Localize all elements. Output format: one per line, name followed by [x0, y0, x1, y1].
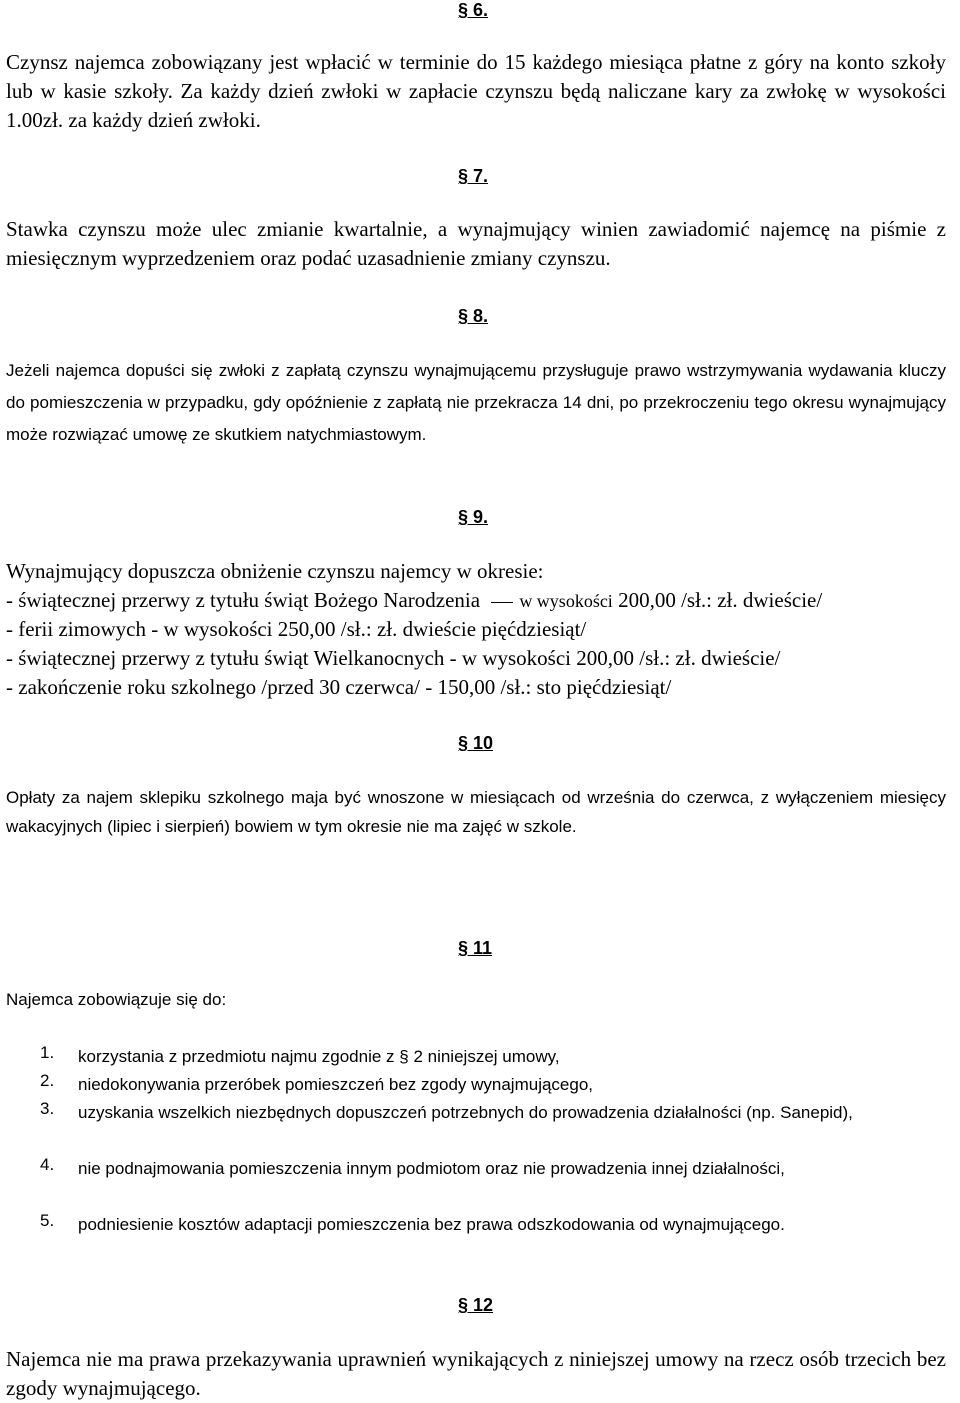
- list-item-5-text: podniesienie kosztów adaptacji pomieszczenia bez prawa odszkodowania od wynajmującego.: [78, 1215, 785, 1234]
- section-9-line-1-text: - świątecznej przerwy z tytułu świąt Bożego Narodzenia: [6, 588, 481, 612]
- section-10-text: Opłaty za najem sklepiku szkolnego maja być wnoszone w miesiącach od września do czerwca, z wyłączeniem miesięcy wakacyjnych (lipiec i sierpień) bowiem w tym okresie nie ma zajęć w szkole.: [6, 788, 946, 836]
- section-11-heading: § 11: [458, 938, 493, 958]
- list-item-2-text: niedokonywania przeróbek pomieszczeń bez zgody wynajmującego,: [78, 1075, 594, 1094]
- section-7-heading: § 7.: [458, 166, 489, 186]
- section-9-intro: Wynajmujący dopuszcza obniżenie czynszu najemcy w okresie:: [6, 559, 544, 583]
- section-8-heading: § 8.: [458, 306, 489, 326]
- section-12-text: Najemca nie ma prawa przekazywania uprawnień wynikających z niniejszej umowy na rzecz osób trzecich bez zgody wynajmującego.: [6, 1347, 946, 1400]
- list-item-4-number: 4.: [40, 1155, 55, 1174]
- list-item-1-text: korzystania z przedmiotu najmu zgodnie z § 2 niniejszej umowy,: [78, 1047, 560, 1066]
- list-item-3-text: uzyskania wszelkich niezbędnych dopuszczeń potrzebnych do prowadzenia działalności (np. Sanepid),: [78, 1103, 853, 1122]
- section-9-line-1-end: 200,00 /sł.: zł. dwieście/: [618, 588, 823, 612]
- section-6-heading: § 6.: [458, 0, 489, 20]
- section-9-line-4: - zakończenie roku szkolnego /przed 30 czerwca/ - 150,00 /sł.: sto pięćdziesiąt/: [6, 675, 672, 699]
- section-7-text: Stawka czynszu może ulec zmianie kwartalnie, a wynajmujący winien zawiadomić najemcę na piśmie z miesięcznym wyprzedzeniem oraz podać uzasadnienie zmiany czynszu.: [6, 217, 946, 270]
- list-item-3-number: 3.: [40, 1099, 55, 1118]
- section-10-heading: § 10: [458, 733, 494, 753]
- dash-rule: [491, 602, 513, 603]
- section-9-line-1-mid: w wysokości: [519, 591, 613, 611]
- section-6-text: Czynsz najemca zobowiązany jest wpłacić w terminie do 15 każdego miesiąca płatne z góry na konto szkoły lub w kasie szkoły. Za każdy dzień zwłoki w zapłacie czynszu będą naliczane kary za zwłokę w wysokości 1.00zł. za każdy dzień zwłoki.: [6, 50, 946, 132]
- section-9-line-2: - ferii zimowych - w wysokości 250,00 /sł.: zł. dwieście pięćdziesiąt/: [6, 617, 587, 641]
- section-11-intro: Najemca zobowiązuje się do:: [6, 990, 227, 1009]
- section-8-text: Jeżeli najemca dopuści się zwłoki z zapłatą czynszu wynajmującemu przysługuje prawo wstrzymywania wydawania kluczy do pomieszczenia w przypadku, gdy opóźnienie z zapłatą nie przekracza 14 dni, po przekroczeniu tego okresu wynajmujący może rozwiązać umowę ze skutkiem natychmiastowym.: [6, 361, 946, 444]
- section-9-line-3: - świątecznej przerwy z tytułu świąt Wielkanocnych - w wysokości 200,00 /sł.: zł. dwieście/: [6, 646, 781, 670]
- list-item-1-number: 1.: [40, 1043, 55, 1062]
- list-item-4-text: nie podnajmowania pomieszczenia innym podmiotom oraz nie prowadzenia innej działalności,: [78, 1159, 785, 1178]
- list-item-2-number: 2.: [40, 1071, 55, 1090]
- section-9-line-1: [6, 586, 822, 616]
- section-9-heading: § 9.: [458, 507, 489, 527]
- section-12-heading: § 12: [458, 1295, 494, 1315]
- list-item-5-number: 5.: [40, 1211, 55, 1230]
